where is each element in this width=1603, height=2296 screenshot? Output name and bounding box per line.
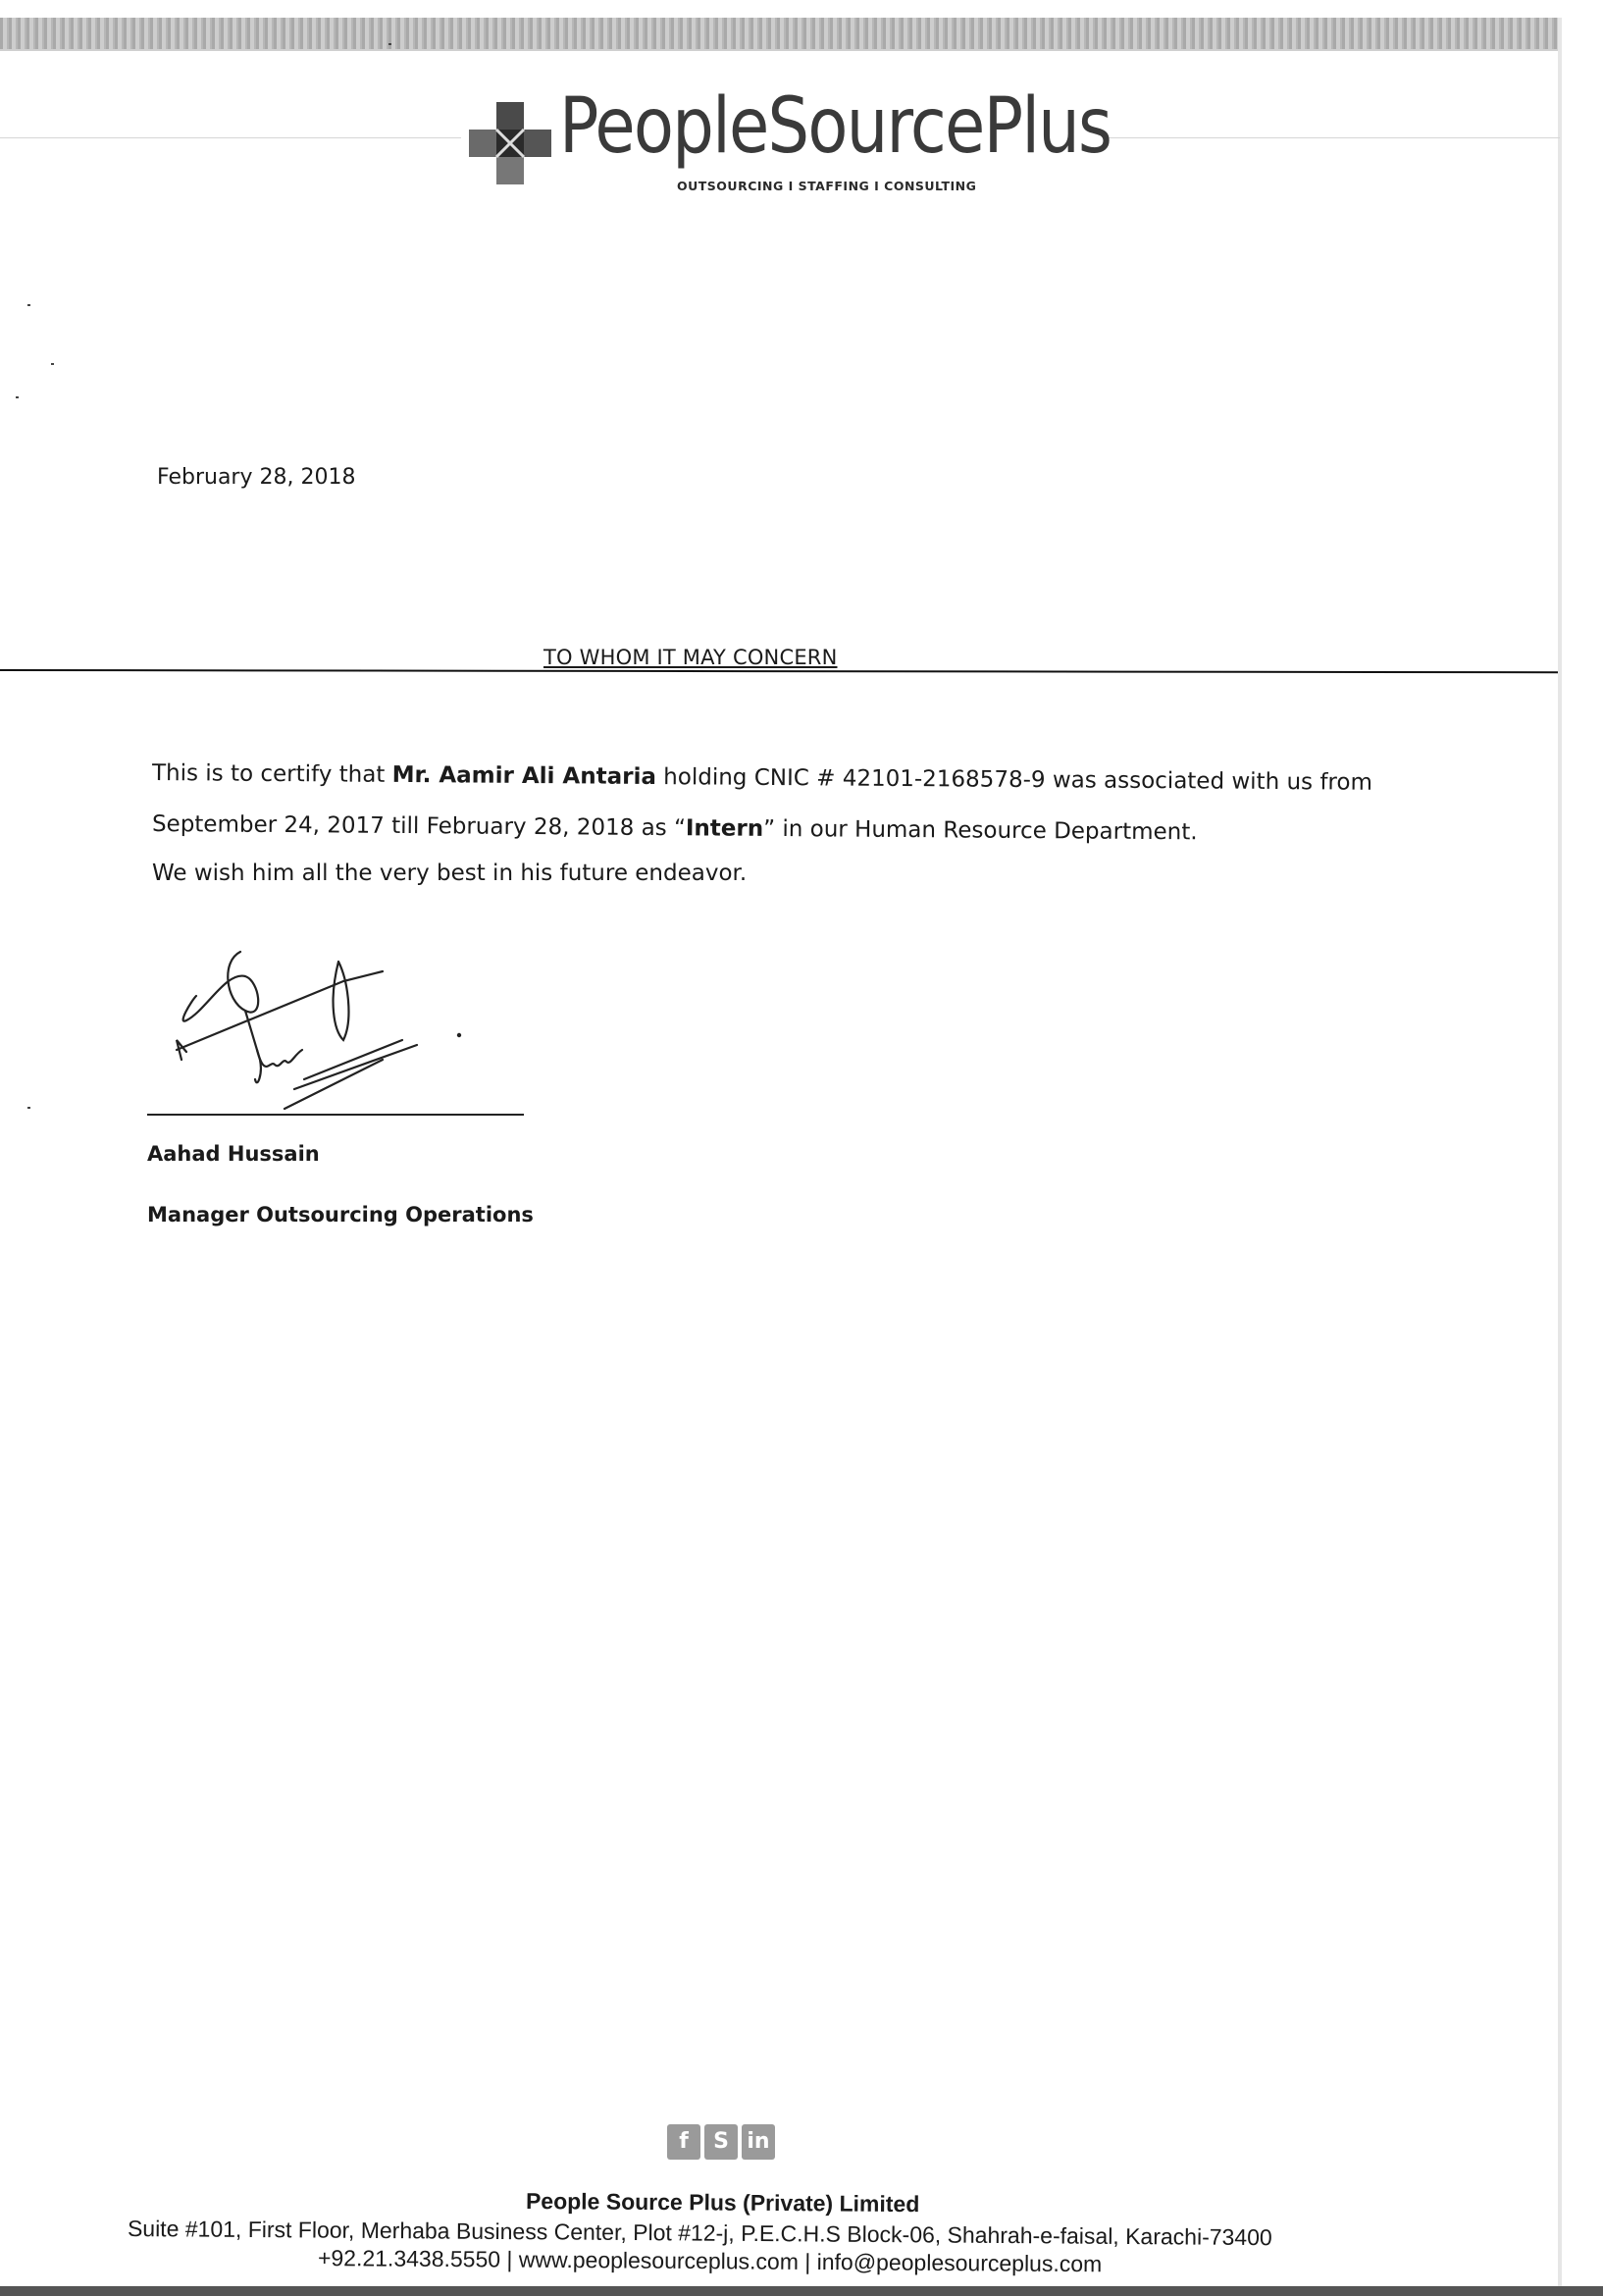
handwritten-signature: [147, 942, 481, 1148]
scan-speck: [27, 304, 30, 306]
faint-scan-line: [0, 137, 461, 138]
signer-title: Manager Outsourcing Operations: [147, 1203, 534, 1226]
linkedin-icon: in: [742, 2124, 775, 2160]
scan-speck: [51, 363, 54, 365]
scan-edge-line: [0, 49, 1560, 51]
signer-name: Aahad Hussain: [147, 1142, 320, 1166]
scan-speck: [388, 43, 391, 45]
paragraph-1: [152, 757, 1372, 799]
para1-text-b: holding CNIC # 42101-2168578-9 was associated with us from: [655, 764, 1373, 796]
para2-text-b: ” in our Human Resource Department.: [763, 815, 1198, 846]
scan-bottom-edge: [0, 2286, 1603, 2296]
heading-rule: [0, 669, 1558, 673]
social-icons: [667, 2124, 779, 2162]
skype-icon: S: [704, 2124, 738, 2160]
brand-tagline: OUTSOURCING I STAFFING I CONSULTING: [677, 179, 977, 193]
para1-text-a: This is to certify that: [151, 760, 392, 788]
signature-line: [147, 1114, 524, 1116]
footer-address: Suite #101, First Floor, Merhaba Business Center, Plot #12-j, P.E.C.H.S Block-06, Shahrah-e-faisal, Karachi-73400: [127, 2216, 1272, 2251]
footer-contacts: +92.21.3438.5550 | www.peoplesourceplus.com | info@peoplesourceplus.com: [317, 2245, 1103, 2277]
paragraph-2: [152, 809, 1198, 849]
footer-company: People Source Plus (Private) Limited: [525, 2188, 920, 2218]
brand-name: PeopleSourcePlus: [559, 82, 1112, 171]
cross-logo-icon: [469, 102, 551, 184]
scan-speck: [16, 396, 19, 398]
paragraph-3: We wish him all the very best in his future endeavor.: [152, 861, 748, 886]
scan-top-border: [0, 18, 1560, 49]
employee-name: Mr. Aamir Ali Antaria: [391, 761, 657, 791]
scan-right-edge: [1558, 18, 1562, 2296]
letter-date: February 28, 2018: [157, 465, 356, 490]
facebook-icon: f: [667, 2124, 700, 2160]
employee-role: Intern: [685, 815, 764, 842]
para2-text-a: September 24, 2017 till February 28, 2018 as “: [151, 811, 687, 842]
company-logo: [469, 82, 1112, 204]
letter-heading: TO WHOM IT MAY CONCERN: [543, 646, 838, 669]
faint-scan-line: [1109, 137, 1560, 138]
scan-speck: [27, 1107, 30, 1109]
